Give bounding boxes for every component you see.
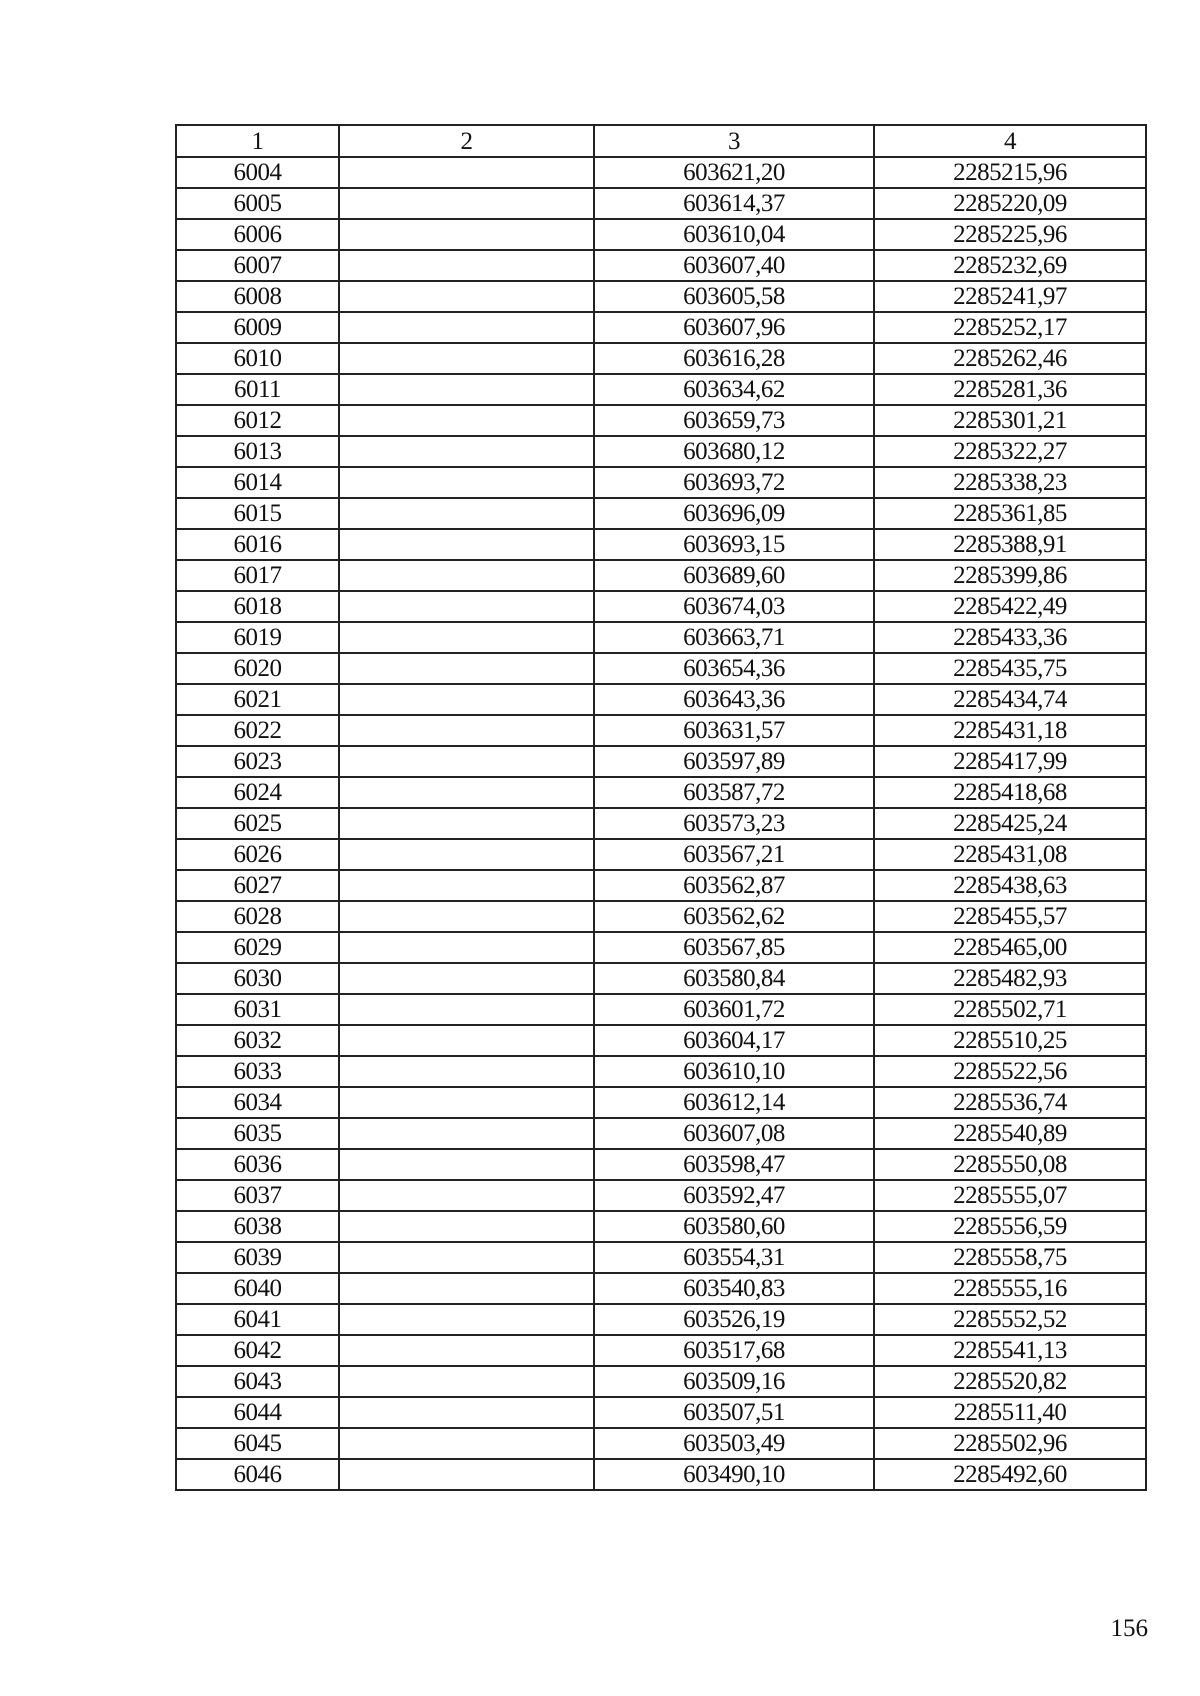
table-row bbox=[176, 1304, 1146, 1335]
y-coordinate-cell: 2285502,71 bbox=[874, 994, 1146, 1025]
point-number-cell: 6041 bbox=[176, 1304, 339, 1335]
table-row bbox=[176, 250, 1146, 281]
y-coordinate-cell: 2285215,96 bbox=[874, 157, 1146, 188]
x-coordinate-cell: 603621,20 bbox=[594, 157, 874, 188]
table-row bbox=[176, 281, 1146, 312]
table-row bbox=[176, 343, 1146, 374]
point-number-cell: 6006 bbox=[176, 219, 339, 250]
x-coordinate-cell: 603580,84 bbox=[594, 963, 874, 994]
empty-cell bbox=[339, 591, 594, 622]
empty-cell bbox=[339, 684, 594, 715]
y-coordinate-cell: 2285399,86 bbox=[874, 560, 1146, 591]
point-number-cell: 6016 bbox=[176, 529, 339, 560]
x-coordinate-cell: 603562,87 bbox=[594, 870, 874, 901]
y-coordinate-cell: 2285361,85 bbox=[874, 498, 1146, 529]
y-coordinate-cell: 2285558,75 bbox=[874, 1242, 1146, 1273]
empty-cell bbox=[339, 932, 594, 963]
table-row bbox=[176, 808, 1146, 839]
point-number-cell: 6014 bbox=[176, 467, 339, 498]
point-number-cell: 6012 bbox=[176, 405, 339, 436]
y-coordinate-cell: 2285388,91 bbox=[874, 529, 1146, 560]
x-coordinate-cell: 603696,09 bbox=[594, 498, 874, 529]
empty-cell bbox=[339, 1025, 594, 1056]
table-row bbox=[176, 1180, 1146, 1211]
table-row bbox=[176, 157, 1146, 188]
table-row bbox=[176, 591, 1146, 622]
table-row bbox=[176, 715, 1146, 746]
point-number-cell: 6005 bbox=[176, 188, 339, 219]
x-coordinate-cell: 603610,10 bbox=[594, 1056, 874, 1087]
x-coordinate-cell: 603567,21 bbox=[594, 839, 874, 870]
x-coordinate-cell: 603562,62 bbox=[594, 901, 874, 932]
empty-cell bbox=[339, 1211, 594, 1242]
x-coordinate-cell: 603616,28 bbox=[594, 343, 874, 374]
table-row bbox=[176, 777, 1146, 808]
y-coordinate-cell: 2285435,75 bbox=[874, 653, 1146, 684]
y-coordinate-cell: 2285550,08 bbox=[874, 1149, 1146, 1180]
table-row bbox=[176, 436, 1146, 467]
y-coordinate-cell: 2285541,13 bbox=[874, 1335, 1146, 1366]
empty-cell bbox=[339, 1459, 594, 1490]
table-row bbox=[176, 498, 1146, 529]
table-row bbox=[176, 932, 1146, 963]
column-header-3: 3 bbox=[594, 125, 874, 157]
empty-cell bbox=[339, 1397, 594, 1428]
point-number-cell: 6038 bbox=[176, 1211, 339, 1242]
empty-cell bbox=[339, 1087, 594, 1118]
y-coordinate-cell: 2285438,63 bbox=[874, 870, 1146, 901]
point-number-cell: 6027 bbox=[176, 870, 339, 901]
table-row bbox=[176, 994, 1146, 1025]
empty-cell bbox=[339, 281, 594, 312]
table-row bbox=[176, 1428, 1146, 1459]
y-coordinate-cell: 2285425,24 bbox=[874, 808, 1146, 839]
y-coordinate-cell: 2285418,68 bbox=[874, 777, 1146, 808]
table-row bbox=[176, 746, 1146, 777]
x-coordinate-cell: 603693,72 bbox=[594, 467, 874, 498]
point-number-cell: 6029 bbox=[176, 932, 339, 963]
point-number-cell: 6023 bbox=[176, 746, 339, 777]
y-coordinate-cell: 2285301,21 bbox=[874, 405, 1146, 436]
empty-cell bbox=[339, 219, 594, 250]
x-coordinate-cell: 603612,14 bbox=[594, 1087, 874, 1118]
empty-cell bbox=[339, 653, 594, 684]
point-number-cell: 6043 bbox=[176, 1366, 339, 1397]
empty-cell bbox=[339, 467, 594, 498]
point-number-cell: 6035 bbox=[176, 1118, 339, 1149]
table-row bbox=[176, 963, 1146, 994]
point-number-cell: 6018 bbox=[176, 591, 339, 622]
x-coordinate-cell: 603601,72 bbox=[594, 994, 874, 1025]
y-coordinate-cell: 2285555,07 bbox=[874, 1180, 1146, 1211]
y-coordinate-cell: 2285262,46 bbox=[874, 343, 1146, 374]
table-header-row bbox=[176, 125, 1146, 157]
x-coordinate-cell: 603567,85 bbox=[594, 932, 874, 963]
empty-cell bbox=[339, 1180, 594, 1211]
point-number-cell: 6036 bbox=[176, 1149, 339, 1180]
x-coordinate-cell: 603614,37 bbox=[594, 188, 874, 219]
table-row bbox=[176, 1056, 1146, 1087]
point-number-cell: 6004 bbox=[176, 157, 339, 188]
table-row bbox=[176, 901, 1146, 932]
y-coordinate-cell: 2285433,36 bbox=[874, 622, 1146, 653]
y-coordinate-cell: 2285281,36 bbox=[874, 374, 1146, 405]
y-coordinate-cell: 2285322,27 bbox=[874, 436, 1146, 467]
y-coordinate-cell: 2285522,56 bbox=[874, 1056, 1146, 1087]
empty-cell bbox=[339, 343, 594, 374]
empty-cell bbox=[339, 312, 594, 343]
empty-cell bbox=[339, 994, 594, 1025]
empty-cell bbox=[339, 808, 594, 839]
empty-cell bbox=[339, 622, 594, 653]
x-coordinate-cell: 603610,04 bbox=[594, 219, 874, 250]
y-coordinate-cell: 2285465,00 bbox=[874, 932, 1146, 963]
x-coordinate-cell: 603634,62 bbox=[594, 374, 874, 405]
column-header-1: 1 bbox=[176, 125, 339, 157]
x-coordinate-cell: 603554,31 bbox=[594, 1242, 874, 1273]
y-coordinate-cell: 2285338,23 bbox=[874, 467, 1146, 498]
x-coordinate-cell: 603607,08 bbox=[594, 1118, 874, 1149]
table-row bbox=[176, 529, 1146, 560]
empty-cell bbox=[339, 498, 594, 529]
empty-cell bbox=[339, 1366, 594, 1397]
point-number-cell: 6024 bbox=[176, 777, 339, 808]
point-number-cell: 6040 bbox=[176, 1273, 339, 1304]
y-coordinate-cell: 2285431,08 bbox=[874, 839, 1146, 870]
y-coordinate-cell: 2285511,40 bbox=[874, 1397, 1146, 1428]
empty-cell bbox=[339, 1335, 594, 1366]
table-row bbox=[176, 1397, 1146, 1428]
y-coordinate-cell: 2285520,82 bbox=[874, 1366, 1146, 1397]
table-row bbox=[176, 1118, 1146, 1149]
table-row bbox=[176, 870, 1146, 901]
y-coordinate-cell: 2285482,93 bbox=[874, 963, 1146, 994]
table-row bbox=[176, 1149, 1146, 1180]
table-row bbox=[176, 188, 1146, 219]
point-number-cell: 6008 bbox=[176, 281, 339, 312]
empty-cell bbox=[339, 1242, 594, 1273]
empty-cell bbox=[339, 529, 594, 560]
column-header-2: 2 bbox=[339, 125, 594, 157]
empty-cell bbox=[339, 250, 594, 281]
empty-cell bbox=[339, 777, 594, 808]
empty-cell bbox=[339, 157, 594, 188]
y-coordinate-cell: 2285417,99 bbox=[874, 746, 1146, 777]
empty-cell bbox=[339, 1428, 594, 1459]
x-coordinate-cell: 603580,60 bbox=[594, 1211, 874, 1242]
x-coordinate-cell: 603643,36 bbox=[594, 684, 874, 715]
x-coordinate-cell: 603509,16 bbox=[594, 1366, 874, 1397]
table-row bbox=[176, 1335, 1146, 1366]
x-coordinate-cell: 603517,68 bbox=[594, 1335, 874, 1366]
point-number-cell: 6021 bbox=[176, 684, 339, 715]
point-number-cell: 6044 bbox=[176, 1397, 339, 1428]
point-number-cell: 6019 bbox=[176, 622, 339, 653]
y-coordinate-cell: 2285431,18 bbox=[874, 715, 1146, 746]
y-coordinate-cell: 2285540,89 bbox=[874, 1118, 1146, 1149]
point-number-cell: 6009 bbox=[176, 312, 339, 343]
point-number-cell: 6045 bbox=[176, 1428, 339, 1459]
x-coordinate-cell: 603604,17 bbox=[594, 1025, 874, 1056]
y-coordinate-cell: 2285252,17 bbox=[874, 312, 1146, 343]
empty-cell bbox=[339, 560, 594, 591]
y-coordinate-cell: 2285434,74 bbox=[874, 684, 1146, 715]
point-number-cell: 6025 bbox=[176, 808, 339, 839]
empty-cell bbox=[339, 963, 594, 994]
y-coordinate-cell: 2285510,25 bbox=[874, 1025, 1146, 1056]
point-number-cell: 6022 bbox=[176, 715, 339, 746]
table-row bbox=[176, 312, 1146, 343]
x-coordinate-cell: 603597,89 bbox=[594, 746, 874, 777]
table-row bbox=[176, 405, 1146, 436]
empty-cell bbox=[339, 188, 594, 219]
point-number-cell: 6020 bbox=[176, 653, 339, 684]
y-coordinate-cell: 2285225,96 bbox=[874, 219, 1146, 250]
point-number-cell: 6033 bbox=[176, 1056, 339, 1087]
table-row bbox=[176, 1366, 1146, 1397]
point-number-cell: 6013 bbox=[176, 436, 339, 467]
y-coordinate-cell: 2285492,60 bbox=[874, 1459, 1146, 1490]
empty-cell bbox=[339, 901, 594, 932]
x-coordinate-cell: 603526,19 bbox=[594, 1304, 874, 1335]
point-number-cell: 6034 bbox=[176, 1087, 339, 1118]
table-row bbox=[176, 839, 1146, 870]
table-row bbox=[176, 219, 1146, 250]
table-row bbox=[176, 1087, 1146, 1118]
coordinates-table bbox=[175, 124, 1147, 1491]
point-number-cell: 6032 bbox=[176, 1025, 339, 1056]
table-row bbox=[176, 653, 1146, 684]
x-coordinate-cell: 603503,49 bbox=[594, 1428, 874, 1459]
table-row bbox=[176, 622, 1146, 653]
x-coordinate-cell: 603490,10 bbox=[594, 1459, 874, 1490]
y-coordinate-cell: 2285422,49 bbox=[874, 591, 1146, 622]
empty-cell bbox=[339, 1118, 594, 1149]
x-coordinate-cell: 603607,96 bbox=[594, 312, 874, 343]
point-number-cell: 6017 bbox=[176, 560, 339, 591]
point-number-cell: 6046 bbox=[176, 1459, 339, 1490]
page-number: 156 bbox=[1110, 1615, 1148, 1642]
table-row bbox=[176, 1273, 1146, 1304]
table-row bbox=[176, 1459, 1146, 1490]
y-coordinate-cell: 2285241,97 bbox=[874, 281, 1146, 312]
x-coordinate-cell: 603674,03 bbox=[594, 591, 874, 622]
empty-cell bbox=[339, 374, 594, 405]
empty-cell bbox=[339, 1304, 594, 1335]
table-row bbox=[176, 374, 1146, 405]
empty-cell bbox=[339, 1273, 594, 1304]
x-coordinate-cell: 603693,15 bbox=[594, 529, 874, 560]
x-coordinate-cell: 603540,83 bbox=[594, 1273, 874, 1304]
x-coordinate-cell: 603605,58 bbox=[594, 281, 874, 312]
x-coordinate-cell: 603592,47 bbox=[594, 1180, 874, 1211]
x-coordinate-cell: 603680,12 bbox=[594, 436, 874, 467]
x-coordinate-cell: 603507,51 bbox=[594, 1397, 874, 1428]
y-coordinate-cell: 2285220,09 bbox=[874, 188, 1146, 219]
point-number-cell: 6011 bbox=[176, 374, 339, 405]
column-header-4: 4 bbox=[874, 125, 1146, 157]
table-row bbox=[176, 467, 1146, 498]
x-coordinate-cell: 603689,60 bbox=[594, 560, 874, 591]
y-coordinate-cell: 2285555,16 bbox=[874, 1273, 1146, 1304]
x-coordinate-cell: 603587,72 bbox=[594, 777, 874, 808]
point-number-cell: 6026 bbox=[176, 839, 339, 870]
point-number-cell: 6028 bbox=[176, 901, 339, 932]
x-coordinate-cell: 603654,36 bbox=[594, 653, 874, 684]
x-coordinate-cell: 603598,47 bbox=[594, 1149, 874, 1180]
empty-cell bbox=[339, 1149, 594, 1180]
empty-cell bbox=[339, 715, 594, 746]
empty-cell bbox=[339, 1056, 594, 1087]
table-row bbox=[176, 1025, 1146, 1056]
table-row bbox=[176, 1211, 1146, 1242]
point-number-cell: 6030 bbox=[176, 963, 339, 994]
point-number-cell: 6007 bbox=[176, 250, 339, 281]
x-coordinate-cell: 603659,73 bbox=[594, 405, 874, 436]
x-coordinate-cell: 603573,23 bbox=[594, 808, 874, 839]
table-row bbox=[176, 560, 1146, 591]
empty-cell bbox=[339, 436, 594, 467]
y-coordinate-cell: 2285455,57 bbox=[874, 901, 1146, 932]
y-coordinate-cell: 2285536,74 bbox=[874, 1087, 1146, 1118]
point-number-cell: 6031 bbox=[176, 994, 339, 1025]
table-body bbox=[176, 157, 1146, 1490]
y-coordinate-cell: 2285556,59 bbox=[874, 1211, 1146, 1242]
point-number-cell: 6010 bbox=[176, 343, 339, 374]
x-coordinate-cell: 603631,57 bbox=[594, 715, 874, 746]
y-coordinate-cell: 2285552,52 bbox=[874, 1304, 1146, 1335]
point-number-cell: 6039 bbox=[176, 1242, 339, 1273]
y-coordinate-cell: 2285232,69 bbox=[874, 250, 1146, 281]
empty-cell bbox=[339, 870, 594, 901]
y-coordinate-cell: 2285502,96 bbox=[874, 1428, 1146, 1459]
x-coordinate-cell: 603607,40 bbox=[594, 250, 874, 281]
empty-cell bbox=[339, 746, 594, 777]
point-number-cell: 6037 bbox=[176, 1180, 339, 1211]
table-row bbox=[176, 684, 1146, 715]
empty-cell bbox=[339, 839, 594, 870]
table-row bbox=[176, 1242, 1146, 1273]
point-number-cell: 6042 bbox=[176, 1335, 339, 1366]
empty-cell bbox=[339, 405, 594, 436]
point-number-cell: 6015 bbox=[176, 498, 339, 529]
x-coordinate-cell: 603663,71 bbox=[594, 622, 874, 653]
